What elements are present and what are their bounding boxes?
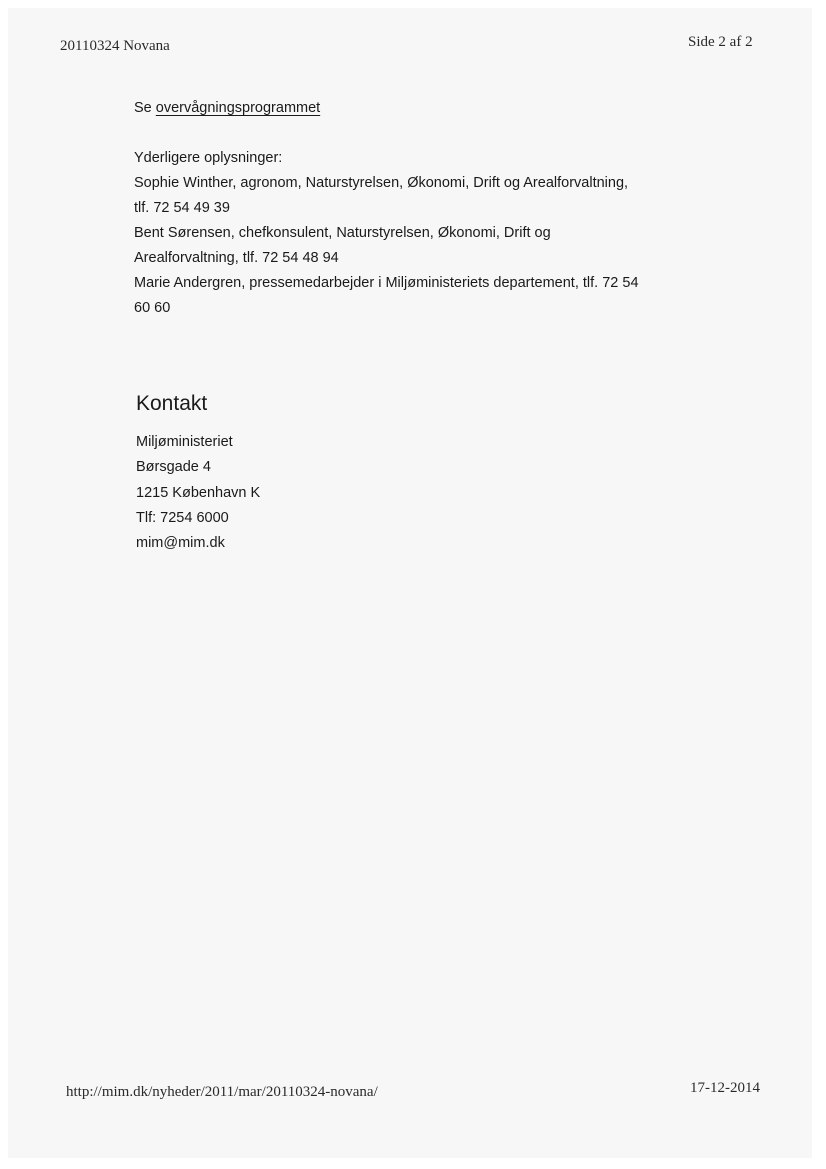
info-line: Arealforvaltning, tlf. 72 54 48 94 — [134, 250, 339, 266]
contact-block — [136, 430, 260, 556]
header-page-number: Side 2 af 2 — [688, 34, 753, 50]
contact-city: 1215 København K — [136, 484, 261, 501]
contact-street: Børsgade 4 — [136, 459, 211, 476]
info-line: Bent Sørensen, chefkonsulent, Naturstyrelsen, Økonomi, Drift og — [134, 225, 551, 241]
contact-phone: Tlf: 7254 6000 — [136, 509, 229, 526]
see-line — [134, 96, 694, 121]
header-doc-title: 20110324 Novana — [60, 38, 170, 54]
footer-url: http://mim.dk/nyheder/2011/mar/20110324-novana/ — [66, 1084, 378, 1100]
info-line: tlf. 72 54 49 39 — [134, 200, 230, 216]
info-heading: Yderligere oplysninger: — [134, 150, 283, 166]
contact-heading: Kontakt — [136, 392, 208, 415]
contact-email: mim@mim.dk — [136, 535, 225, 552]
monitoring-program-link[interactable]: overvågningsprogrammet — [155, 100, 321, 116]
see-prefix: Se — [134, 100, 152, 116]
info-line: Sophie Winther, agronom, Naturstyrelsen, Økonomi, Drift og Arealforvaltning, — [134, 175, 629, 191]
footer-print-date: 17-12-2014 — [690, 1080, 760, 1096]
contact-organization: Miljøministeriet — [136, 434, 233, 450]
article-body — [134, 96, 694, 321]
info-line: Marie Andergren, pressemedarbejder i Miljøministeriets departement, tlf. 72 54 — [134, 275, 639, 291]
further-info — [134, 146, 694, 321]
info-line: 60 60 — [134, 300, 171, 316]
